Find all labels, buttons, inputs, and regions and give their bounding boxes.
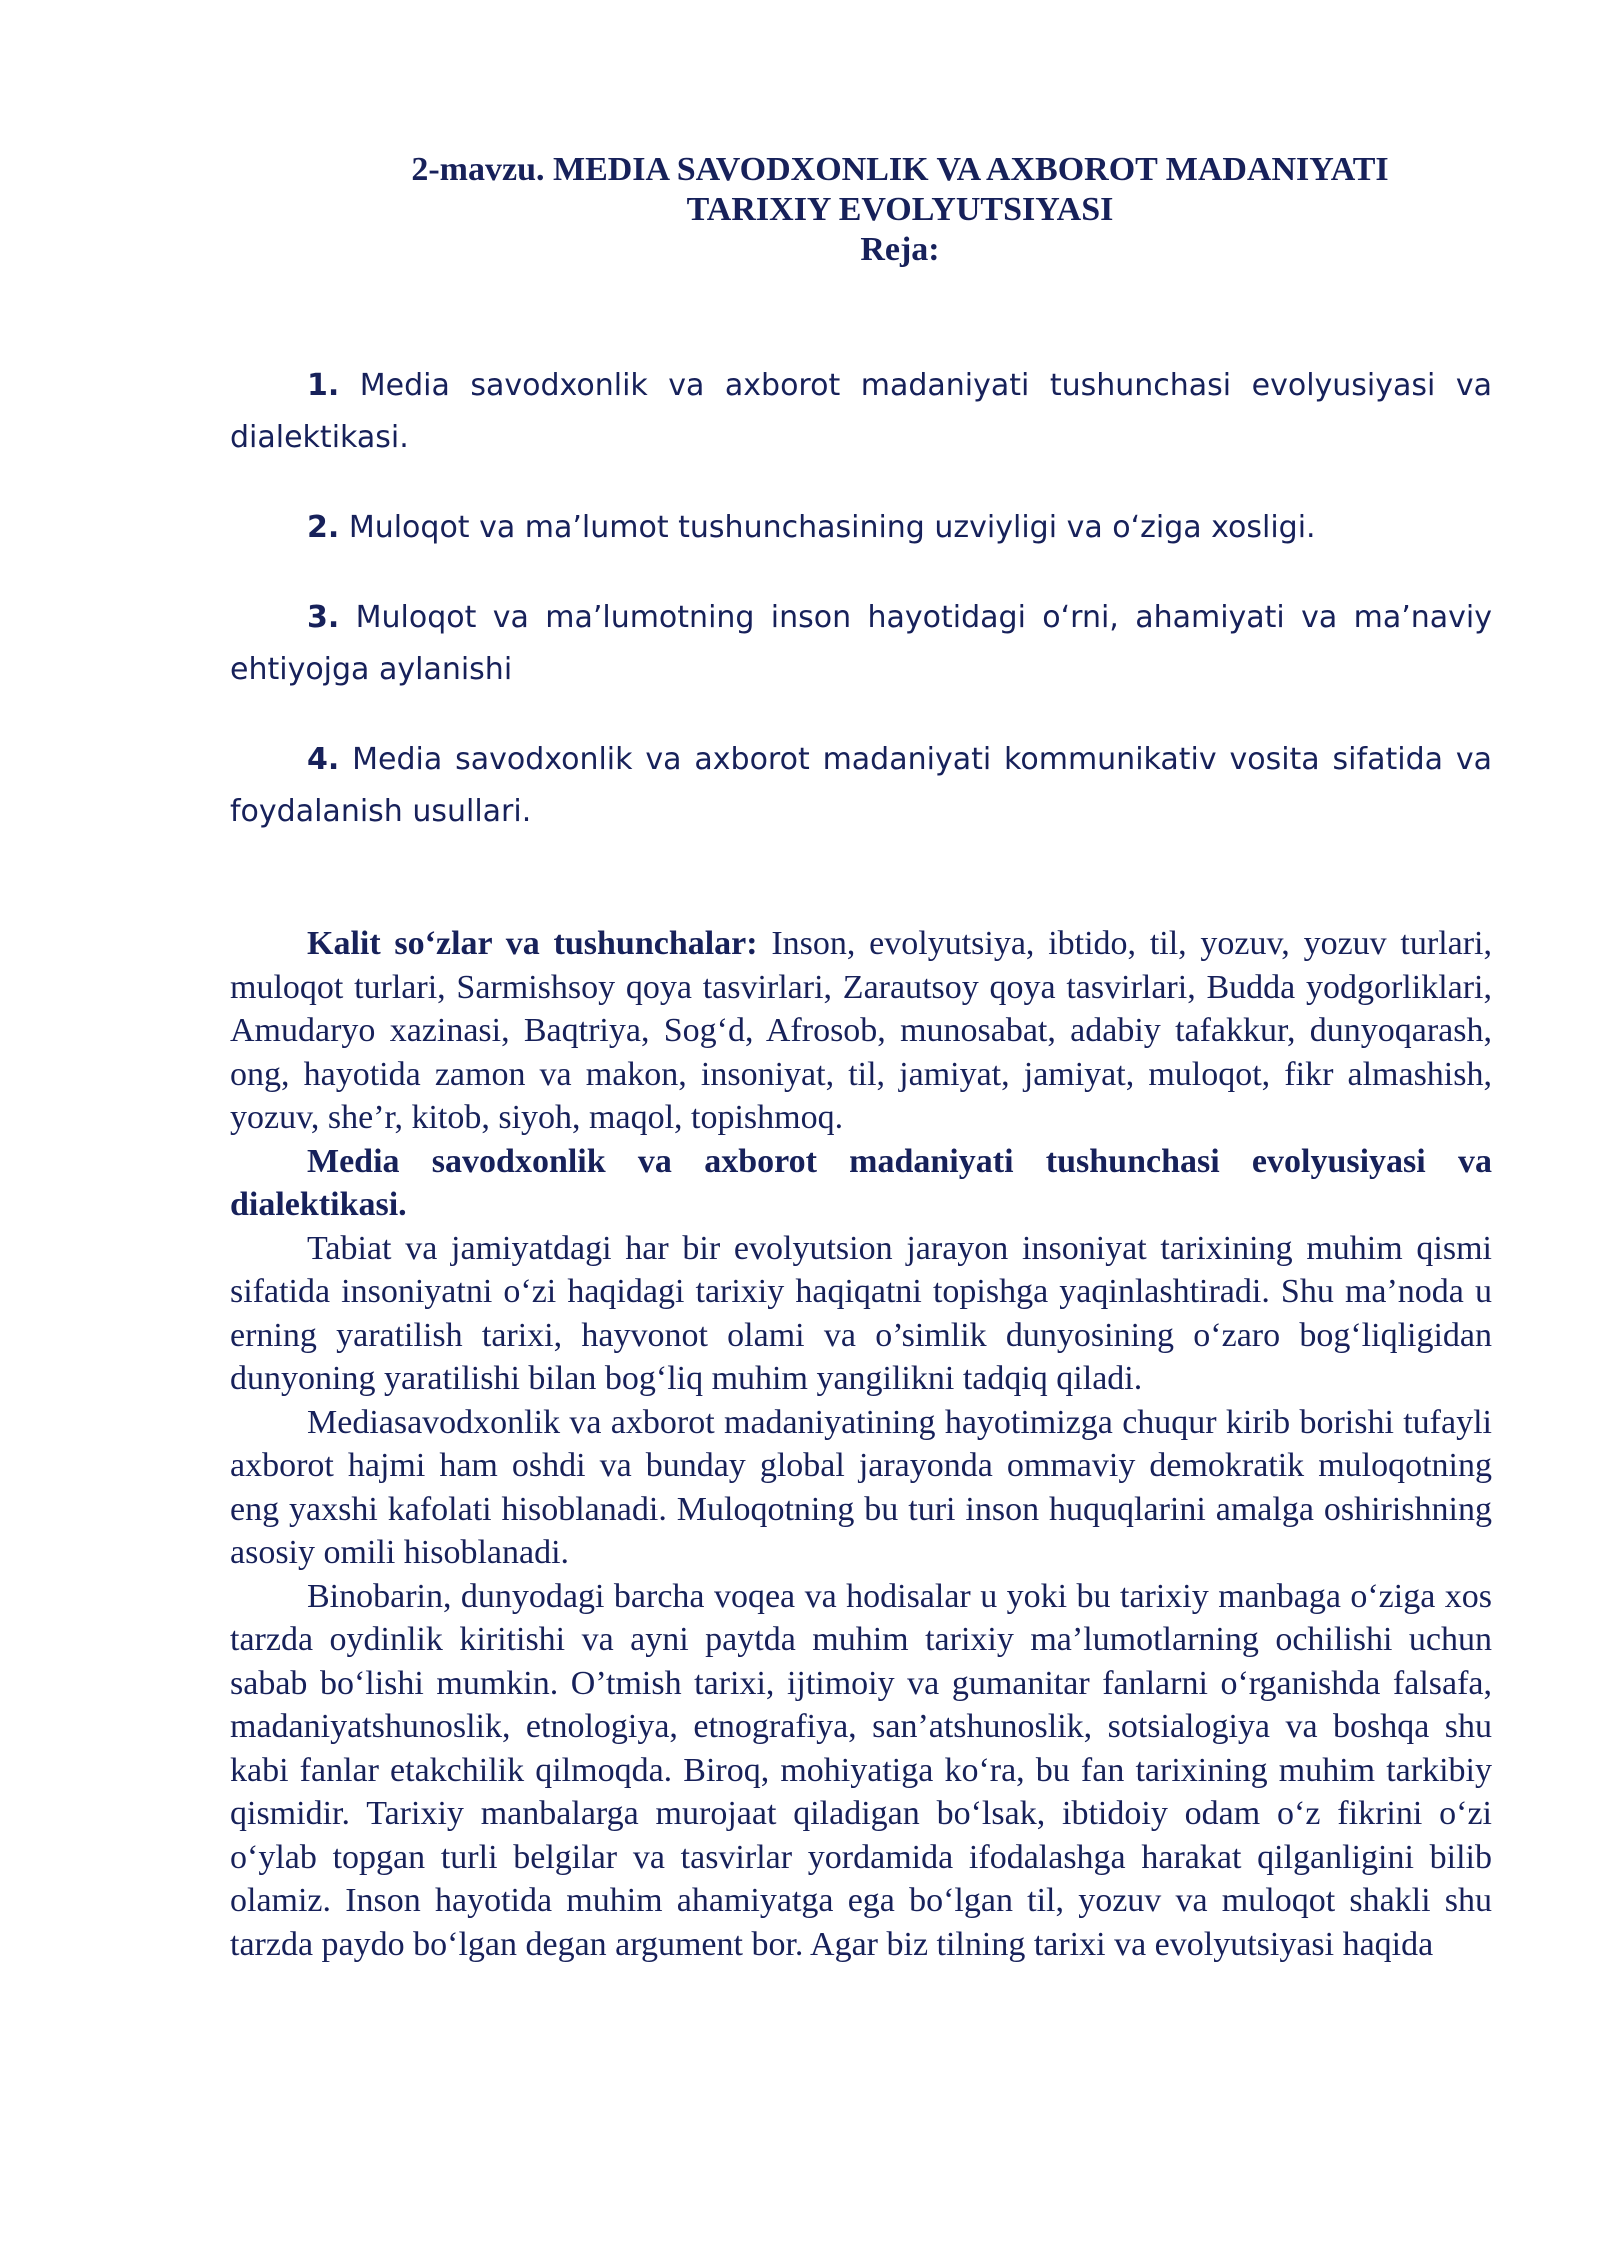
plan-item (230, 360, 1492, 464)
plan-item-number: 3. (307, 600, 340, 635)
section-heading: Media savodxonlik va axborot madaniyati tushunchasi evolyusiyasi va dialektikasi. (230, 1142, 1492, 1223)
body-text (230, 922, 1492, 1966)
plan-item-number: 4. (307, 742, 340, 777)
plan-item-number: 1. (307, 368, 340, 403)
plan-item-text: Muloqot va ma’lumotning inson hayotidagi o‘rni, ahamiyati va ma’naviy ehtiyojga aylanishi (230, 600, 1492, 687)
plan-item-text: Media savodxonlik va axborot madaniyati kommunikativ vosita sifatida va foydalanish usullari. (230, 742, 1492, 829)
title-line-2: TARIXIY EVOLYUTSIYASI (686, 191, 1114, 228)
keywords-text: Inson, evolyutsiya, ibtido, til, yozuv, yozuv turlari, muloqot turlari, Sarmishsoy qoya tasvirlari, Zarautsoy qoya tasvirlari, Budda yodgorliklari, Amudaryo xazinasi, Baqtriya, Sog‘d, Afrosob, munosabat, adabiy tafakkur, dunyoqarash, ong, hayotida zamon va makon, insoniyat, til, jamiyat, jamiyat, muloqot, fikr almashish, yozuv, she’r, kitob, siyoh, maqol, topishmoq. (230, 925, 1493, 1136)
plan-item-number: 2. (307, 510, 340, 545)
body-paragraph: Mediasavodxonlik va axborot madaniyatining hayotimizga chuqur kirib borishi tufayli axborot hajmi ham oshdi va bunday global jarayonda ommaviy demokratik muloqotning eng yaxshi kafolati hisoblanadi. Muloqotning bu turi inson huquqlarini amalga oshirishning asosiy omili hisoblanadi. (230, 1403, 1492, 1571)
plan-item (230, 592, 1492, 696)
plan-item (230, 502, 1492, 554)
plan-list (230, 360, 1492, 876)
plan-item (230, 734, 1492, 838)
body-paragraph: Tabiat va jamiyatdagi har bir evolyutsion jarayon insoniyat tarixining muhim qismi sifatida insoniyatni o‘zi haqidagi tarixiy haqiqatni topishga yaqinlashtiradi. Shu ma’noda u erning yaratilish tarixi, hayvonot olami va o’simlik dunyosining o‘zaro bog‘liqligidan dunyoning yaratilishi bilan bog‘liq muhim yangilikni tadqiq qiladi. (230, 1229, 1492, 1397)
title-line-1: 2-mavzu. MEDIA SAVODXONLIK VA AXBOROT MADANIYATI (411, 151, 1389, 188)
document-title (300, 150, 1500, 270)
keywords-label: Kalit so‘zlar va tushunchalar: (307, 925, 758, 962)
title-line-3: Reja: (860, 231, 940, 268)
plan-item-text: Media savodxonlik va axborot madaniyati tushunchasi evolyusiyasi va dialektikasi. (230, 368, 1492, 455)
keywords-paragraph (230, 922, 1492, 1140)
body-paragraph: Binobarin, dunyodagi barcha voqea va hodisalar u yoki bu tarixiy manbaga o‘ziga xos tarzda oydinlik kiritishi va ayni paytda muhim tarixiy ma’lumotlarning ochilishi uchun sabab bo‘lishi mumkin. O’tmish tarixi, ijtimoiy va gumanitar fanlarni o‘rganishda falsafa, madaniyatshunoslik, etnologiya, etnografiya, san’atshunoslik, sotsialogiya va boshqa shu kabi fanlar etakchilik qilmoqda. Biroq, mohiyatiga ko‘ra, bu fan tarixining muhim tarkibiy qismidir. Tarixiy manbalarga murojaat qiladigan bo‘lsak, ibtidoiy odam o‘z fikrini o‘zi o‘ylab topgan turli belgilar va tasvirlar yordamida ifodalashga harakat qilganligini bilib olamiz. Inson hayotida muhim ahamiyatga ega bo‘lgan til, yozuv va muloqot shakli shu tarzda paydo bo‘lgan degan argument bor. Agar biz tilning tarixi va evolyutsiyasi haqida (230, 1577, 1492, 1963)
plan-item-text: Muloqot va ma’lumot tushunchasining uzviyligi va o‘ziga xosligi. (339, 510, 1316, 545)
